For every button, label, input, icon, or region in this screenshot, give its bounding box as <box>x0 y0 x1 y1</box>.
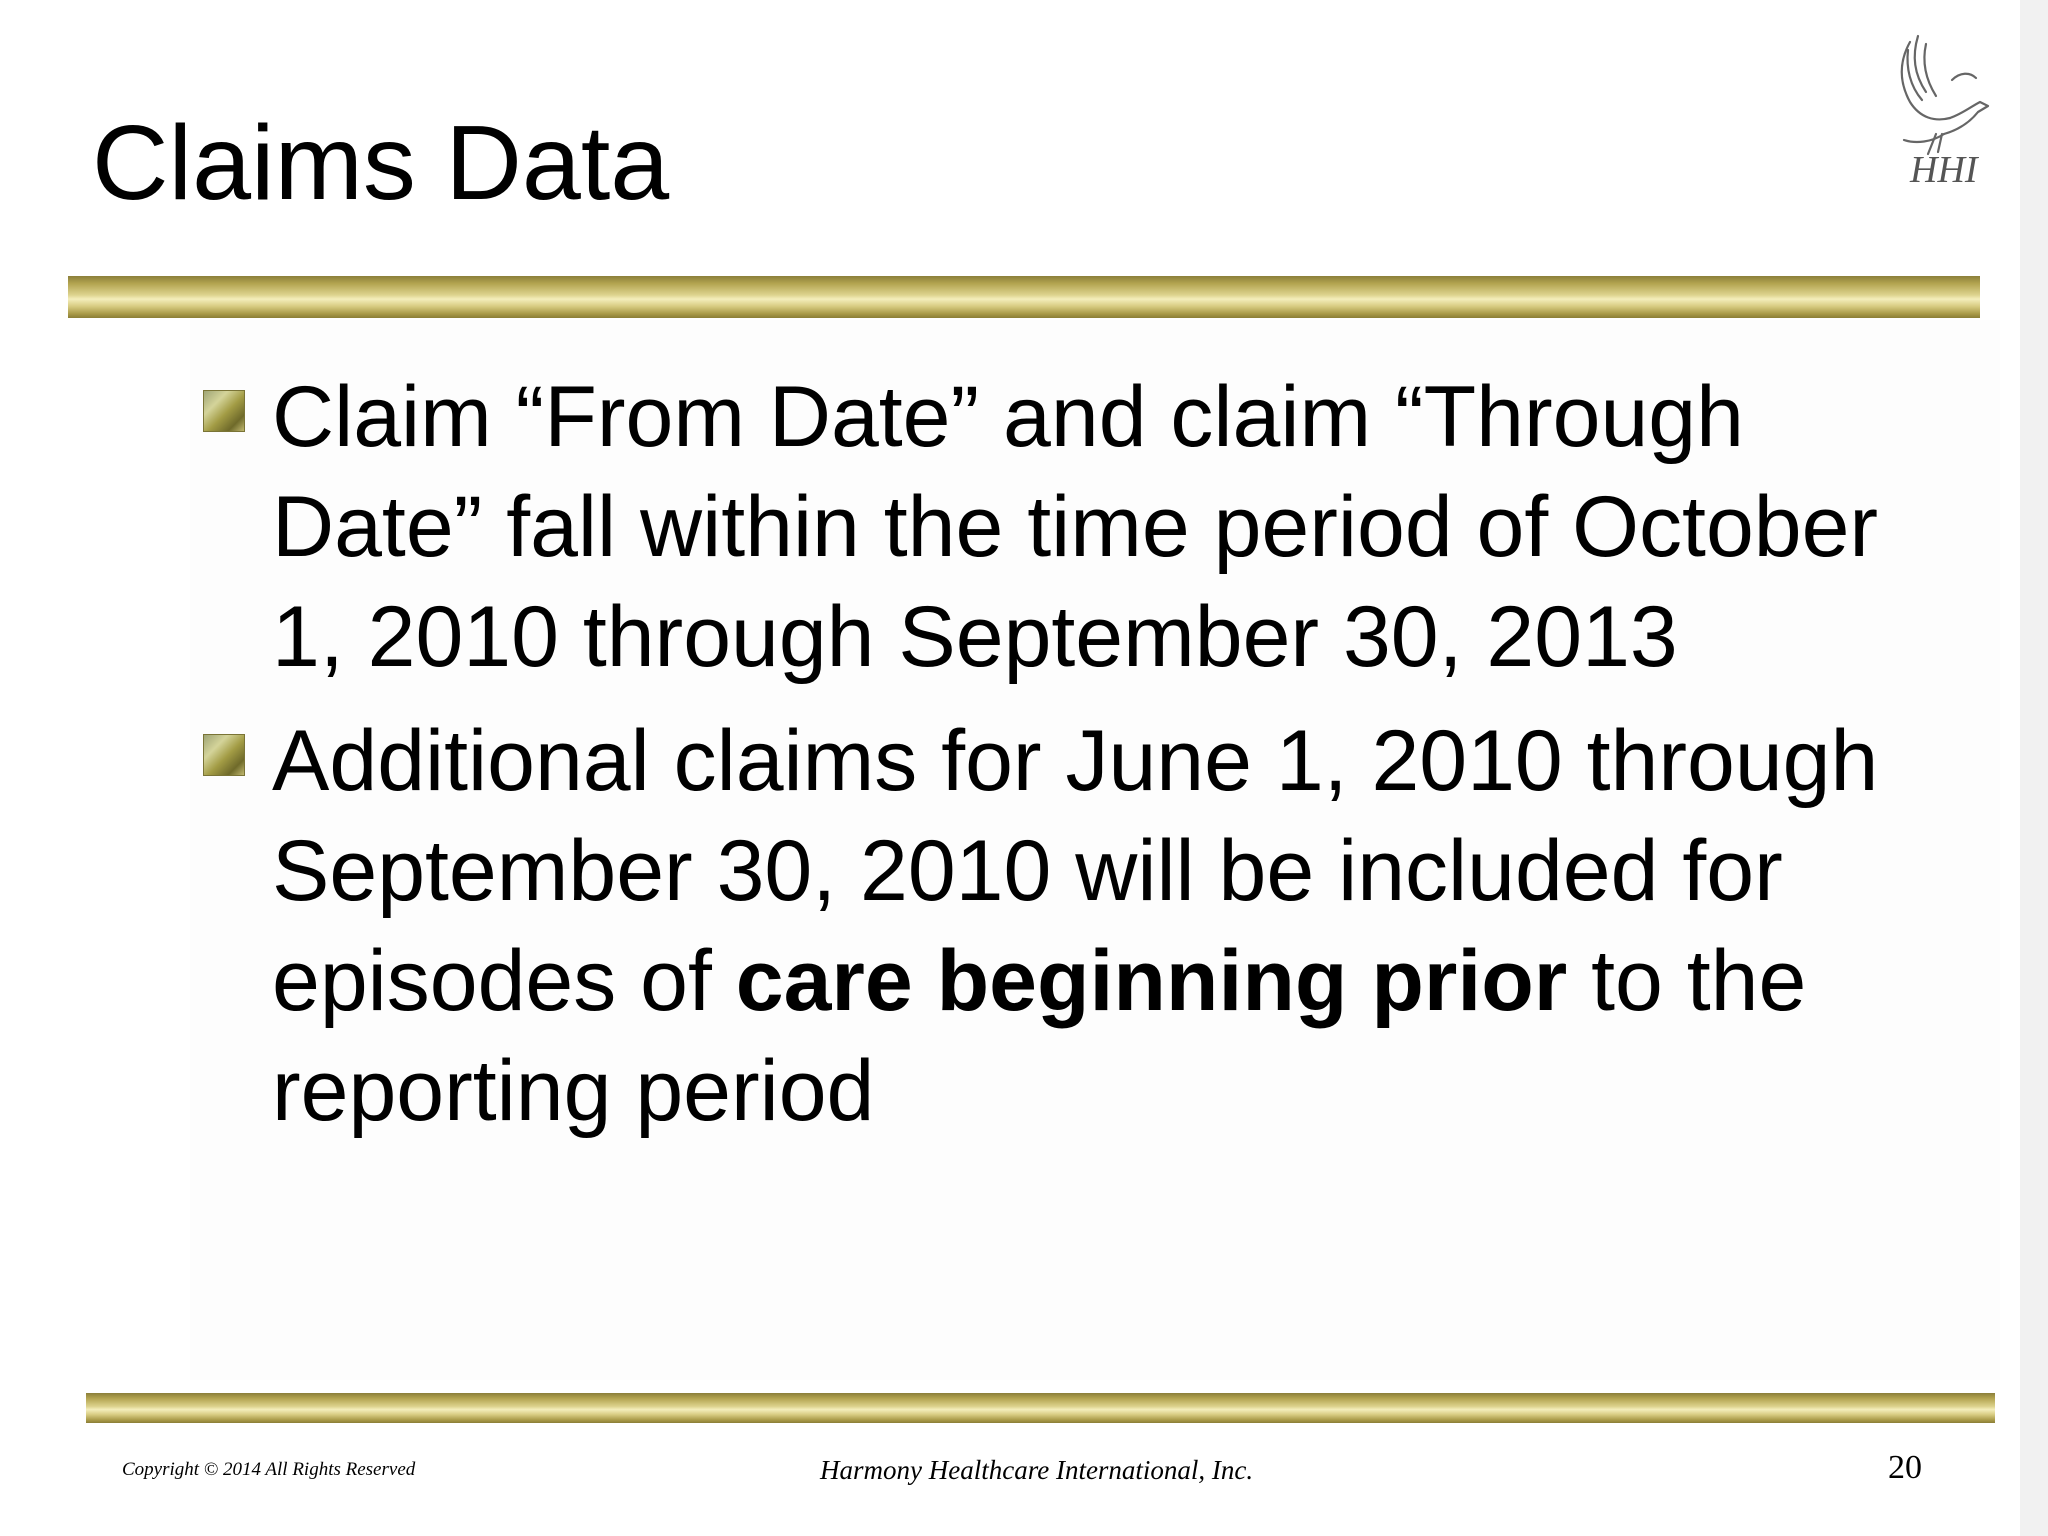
bullet-1-text: Claim “From Date” and claim “Through Date” fall within the time period of October 1, 2010 through September 30, 2013 <box>272 369 1879 685</box>
textured-square-bullet-icon <box>203 390 245 432</box>
textured-square-bullet-icon <box>203 734 245 776</box>
bullet-2-text-after: to the reporting period <box>272 933 1807 1139</box>
logo-lettering: HHI <box>1910 149 1978 191</box>
right-edge-strip <box>2020 0 2048 1536</box>
dove-logo-icon <box>1880 30 2000 200</box>
slide-title: Claims Data <box>92 104 670 222</box>
bullet-item-2 <box>200 706 1920 1146</box>
bullet-2-text-bold: care beginning prior <box>735 933 1568 1029</box>
footer-copyright: Copyright © 2014 All Rights Reserved <box>122 1459 416 1480</box>
top-gold-divider <box>68 276 1980 318</box>
footer-company: Harmony Healthcare International, Inc. <box>820 1455 1254 1485</box>
bottom-gold-divider <box>86 1393 1995 1423</box>
bullet-2-text-before: Additional claims for June 1, 2010 through September 30, 2010 will be included for episodes of <box>272 713 1879 1029</box>
page-number: 20 <box>1888 1449 1922 1486</box>
bullet-list <box>200 362 1920 1160</box>
bullet-item-1 <box>200 362 1920 692</box>
